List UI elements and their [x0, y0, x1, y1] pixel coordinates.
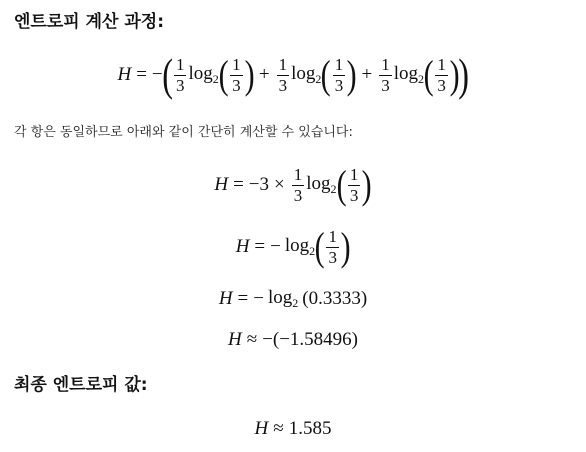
open-paren: ( [321, 52, 332, 97]
log-function [285, 235, 315, 259]
close-paren: ) [244, 52, 255, 97]
explanation-text: 각 항은 동일하므로 아래와 같이 간단히 계산할 수 있습니다: [14, 125, 353, 140]
log-base: 2 [309, 244, 316, 258]
minus-sign: − [270, 236, 281, 257]
fraction-one-third [326, 227, 339, 268]
fraction-one-third [333, 55, 346, 96]
close-paren: ) [449, 52, 460, 97]
numerator: 1 [293, 164, 303, 184]
numerator: 1 [232, 54, 241, 74]
numerator: 1 [349, 164, 359, 184]
equals-sign: = [233, 174, 244, 195]
variable-h: H [235, 236, 250, 257]
log-base: 2 [315, 72, 322, 86]
section-heading-final: 최종 엔트로피 값: [14, 375, 148, 395]
plus-sign: + [361, 64, 373, 85]
denominator: 3 [328, 247, 337, 267]
log-function [268, 287, 298, 311]
numerator: 1 [278, 54, 288, 74]
numerator: 1 [175, 54, 185, 74]
fraction-one-third [379, 55, 392, 96]
denominator: 3 [232, 75, 241, 95]
numerator: 1 [381, 54, 390, 74]
denominator: 3 [334, 75, 344, 95]
equation-final-value [0, 416, 586, 442]
log-text: log [291, 63, 316, 84]
log-base: 2 [292, 296, 299, 310]
variable-h: H [218, 288, 233, 309]
plus-sign: + [258, 64, 270, 85]
equation-entropy-sum [0, 50, 586, 100]
open-paren: ( [314, 224, 325, 269]
open-paren: ( [218, 52, 229, 97]
denominator: 3 [293, 185, 303, 205]
open-paren: ( [423, 52, 434, 97]
log-text: log [284, 235, 310, 256]
variable-h: H [227, 329, 242, 350]
denominator: 3 [381, 75, 390, 95]
times-sign: × [274, 174, 285, 195]
log-function [306, 173, 336, 197]
numeric-expression: −(−1.58496) [262, 329, 358, 350]
fraction-one-third [292, 165, 305, 206]
close-paren: ) [340, 224, 351, 269]
close-paren-outer: ) [458, 49, 470, 100]
equals-sign: = [136, 64, 147, 85]
equals-sign: = [237, 288, 249, 309]
log-text: log [306, 173, 331, 194]
open-paren-outer: ( [161, 49, 173, 100]
equation-negative-log [0, 222, 586, 272]
open-paren: ( [336, 162, 347, 207]
log-argument: (0.3333) [302, 288, 368, 309]
log-text: log [267, 287, 293, 308]
log-function [394, 63, 424, 87]
equation-approx-numeric [0, 327, 586, 353]
variable-h: H [254, 418, 269, 439]
fraction-one-third [348, 165, 361, 206]
coefficient: −3 [248, 174, 269, 195]
numerator: 1 [328, 226, 337, 246]
approx-sign: ≈ [246, 329, 258, 350]
equation-decimal-log [0, 286, 586, 312]
fraction-one-third [277, 55, 290, 96]
fraction-one-third [230, 55, 243, 96]
log-base: 2 [418, 72, 425, 86]
fraction-one-third [174, 55, 187, 96]
variable-h: H [214, 174, 229, 195]
final-value: 1.585 [288, 418, 332, 439]
fraction-one-third [435, 55, 448, 96]
log-function [188, 63, 218, 87]
equals-sign: = [254, 236, 266, 257]
denominator: 3 [175, 75, 185, 95]
denominator: 3 [278, 75, 288, 95]
log-base: 2 [212, 72, 219, 86]
denominator: 3 [437, 75, 446, 95]
equation-simplified [0, 160, 586, 210]
numerator: 1 [437, 54, 446, 74]
denominator: 3 [349, 185, 359, 205]
minus-sign: − [253, 288, 264, 309]
close-paren: ) [346, 52, 357, 97]
log-function [291, 63, 321, 87]
log-text: log [188, 63, 213, 84]
numerator: 1 [334, 54, 344, 74]
log-text: log [393, 63, 419, 84]
approx-sign: ≈ [273, 418, 284, 439]
variable-h: H [117, 64, 132, 85]
log-base: 2 [330, 182, 337, 196]
minus-sign: − [151, 64, 163, 85]
close-paren: ) [361, 162, 372, 207]
section-heading-calculation: 엔트로피 계산 과정: [14, 12, 165, 32]
